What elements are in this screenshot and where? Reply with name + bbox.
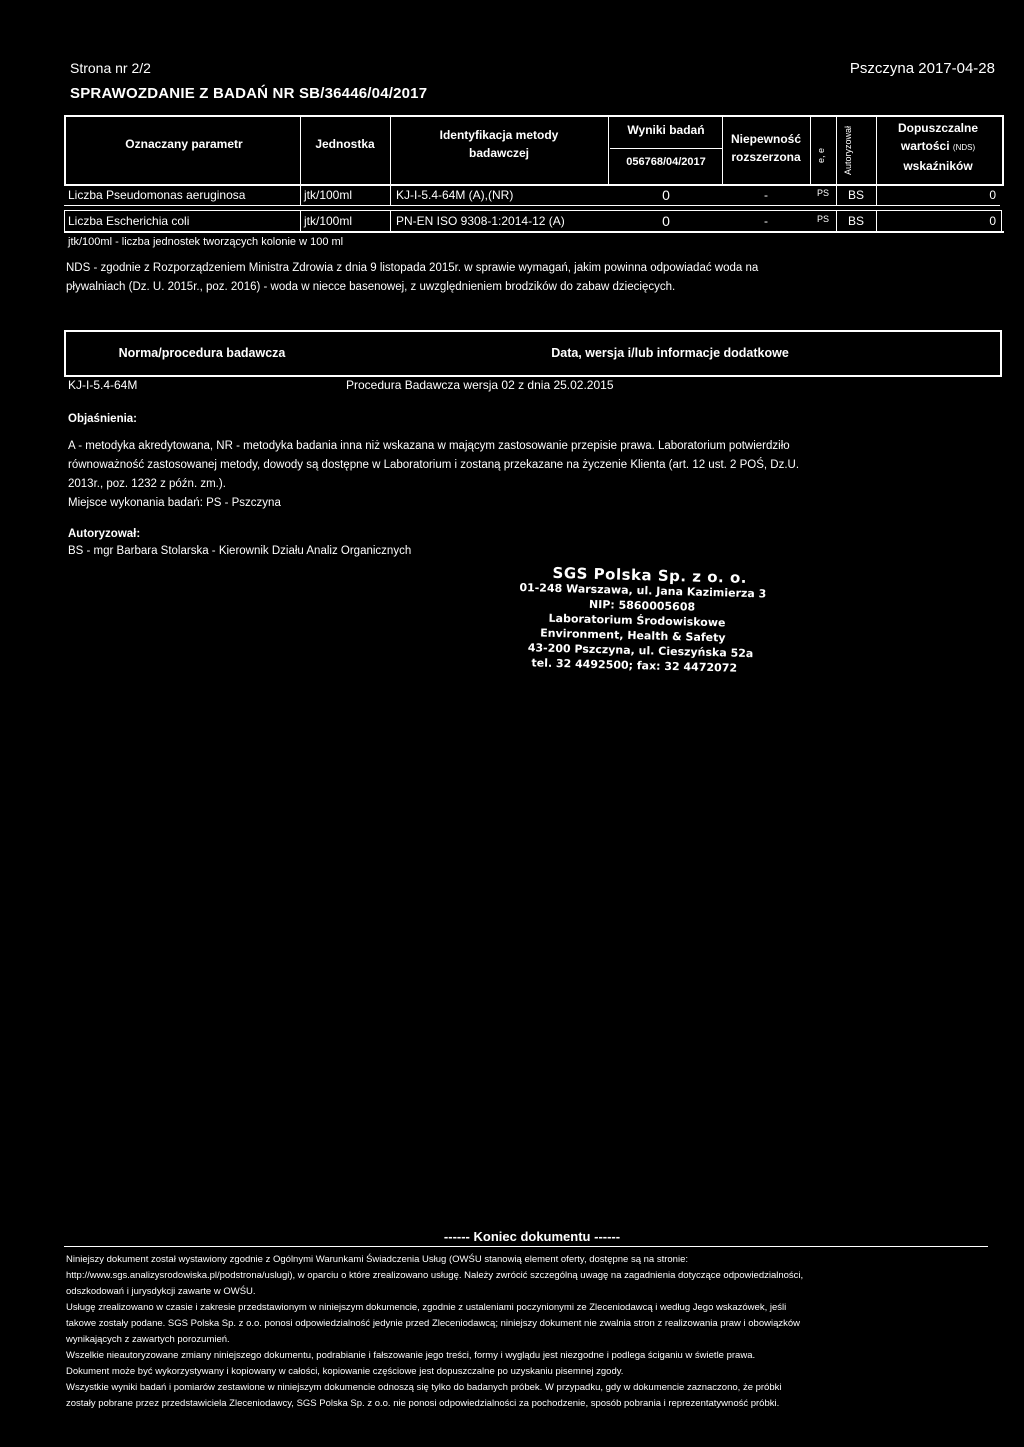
row2-parameter: Liczba Escherichia coli [68, 214, 190, 228]
company-stamp: SGS Polska Sp. z o. o. 01-248 Warszawa, ul. Jana Kazimierza 3 NIP: 5860005608 Laboratorium Środowiskowe Environment, Health & Safety 43-200 Pszczyna, ul. Cieszyńska 52a tel. 32 4492500; fax: 32 4472072 [519, 563, 767, 675]
row2-uncertainty: - [764, 214, 768, 228]
report-title: SPRAWOZDANIE Z BADAŃ NR SB/36446/04/2017 [70, 85, 428, 102]
test-place: Miejsce wykonania badań: PS - Pszczyna [68, 497, 281, 509]
row1-uncertainty: - [764, 188, 768, 202]
row1-method: KJ-I-5.4-64M (A),(NR) [396, 188, 514, 202]
row2-method: PN-EN ISO 9308-1:2014-12 (A) [396, 214, 565, 228]
header-uncertainty: Niepewność rozszerzona [730, 132, 802, 164]
header-place-vertical: e, e [816, 147, 826, 163]
place-date: Pszczyna 2017-04-28 [849, 60, 995, 77]
row1-result: 0 [662, 187, 670, 203]
footer-divider [64, 1246, 988, 1247]
methods-row-norm: KJ-I-5.4-64M [68, 378, 138, 392]
methods-header-info: Data, wersja i/lub informacje dodatkowe [551, 346, 789, 360]
explanations-heading: Objaśnienia: [68, 413, 138, 425]
row2-unit: jtk/100ml [304, 214, 353, 228]
row1-nds: 0 [989, 188, 996, 202]
methods-header-norm: Norma/procedura badawcza [118, 346, 286, 360]
unit-note: jtk/100ml - liczba jednostek tworzących kolonie w 100 ml [68, 236, 344, 248]
row1-place: PS [816, 188, 829, 198]
authorization-text: BS - mgr Barbara Stolarska - Kierownik Działu Analiz Organicznych [68, 545, 412, 557]
page-number: Strona nr 2/2 [70, 60, 151, 76]
end-of-document: ------ Koniec dokumentu ------ [443, 1229, 621, 1244]
nds-note: NDS - zgodnie z Rozporządzeniem Ministra Zdrowia z dnia 9 listopada 2015r. w sprawie wymagań, jakim powinna odpowiadać woda na pływalniach (Dz. U. 2015r., poz. 2016) - woda w niecce basenowej, z uwzględnieniem brodzików do zabaw dziecięcych. [66, 262, 759, 293]
methods-table [64, 330, 1002, 393]
header-sample-no: 056768/04/2017 [626, 156, 706, 168]
row2-authorized: BS [847, 214, 864, 228]
methods-row-info: Procedura Badawcza wersja 02 z dnia 25.02.2015 [346, 378, 614, 392]
header-parameter: Oznaczany parametr [125, 137, 243, 151]
authorization-heading: Autoryzował: [68, 528, 141, 540]
row1-authorized: BS [847, 188, 864, 202]
header-allowed-values: Dopuszczalne wartości (NDS) wskaźników [897, 121, 978, 173]
header-authorized-vertical: Autoryzował [843, 125, 853, 175]
row2-result: 0 [662, 213, 670, 229]
explanations: Objaśnienia: A - metodyka akredytowana, NR - metodyka badania inna niż wskazana w mającym zastosowanie przepisie prawa. Laboratorium potwierdziło równoważność zastosowanej metody, dowody są dostępne w Laboratorium i zostaną przekazane na życzenie Klienta (art. 12 ust. 2 POŚ, Dz.U. 2013r., poz. 1232 z późn. zm.). Miejsce wykonania badań: PS - Pszczyna [68, 410, 898, 513]
footer-disclaimer: Niniejszy dokument został wystawiony zgodnie z Ogólnymi Warunkami Świadczenia Usług (OWŚU stanowią element oferty, dostępne są na stronie: http://www.sgs.analizysrodowiska.pl/podstrona/uslugi), w oparciu o które zrealizowano usługę. Należy zwrócić szczególną uwagę na zagadnienia dotyczące odpowiedzialności, odszkodowań i jurysdykcji zawarte w OWŚU. Usługę zrealizowano w czasie i zakresie przedstawionym w niniejszym dokumencie, zgodnie z ustaleniami poczynionymi ze Zleceniodawcą i według Jego wskazówek, jeśli takowe zostały podane. SGS Polska Sp. z o.o. ponosi odpowiedzialność jedynie przed Zleceniodawcą; niniejszy dokument nie zwalnia stron z realizowania praw i obowiązków wynikających z zawartych porozumień. Wszelkie nieautoryzowane zmiany niniejszego dokumentu, podrabianie i fałszowanie jego treści, formy i wyglądu jest niezgodne i podlega ściganiu w świetle prawa. Dokument może być wykorzystywany i kopiowany w całości, kopiowanie częściowe jest dopuszczalne po uzyskaniu pisemnej zgody. Wszystkie wyniki badań i pomiarów zestawione w niniejszym dokumencie odnoszą się tylko do badanych próbek. W przypadku, gdy w dokumencie zaznaczono, że próbki zostały pobrane przez przedstawiciela Zleceniodawcy, SGS Polska Sp. z o.o. nie ponosi odpowiedzialności za pochodzenie, sposób pobrania i reprezentatywność próbki. [66, 1254, 804, 1409]
row1-unit: jtk/100ml [304, 188, 353, 202]
row2-nds: 0 [989, 214, 996, 228]
header-method: Identyfikacja metody badawczej [439, 128, 559, 160]
header-results: Wyniki badań [627, 123, 705, 137]
header-unit: Jednostka [315, 137, 375, 151]
row2-place: PS [816, 214, 829, 224]
row1-parameter: Liczba Pseudomonas aeruginosa [68, 188, 246, 202]
results-table [64, 115, 1004, 259]
